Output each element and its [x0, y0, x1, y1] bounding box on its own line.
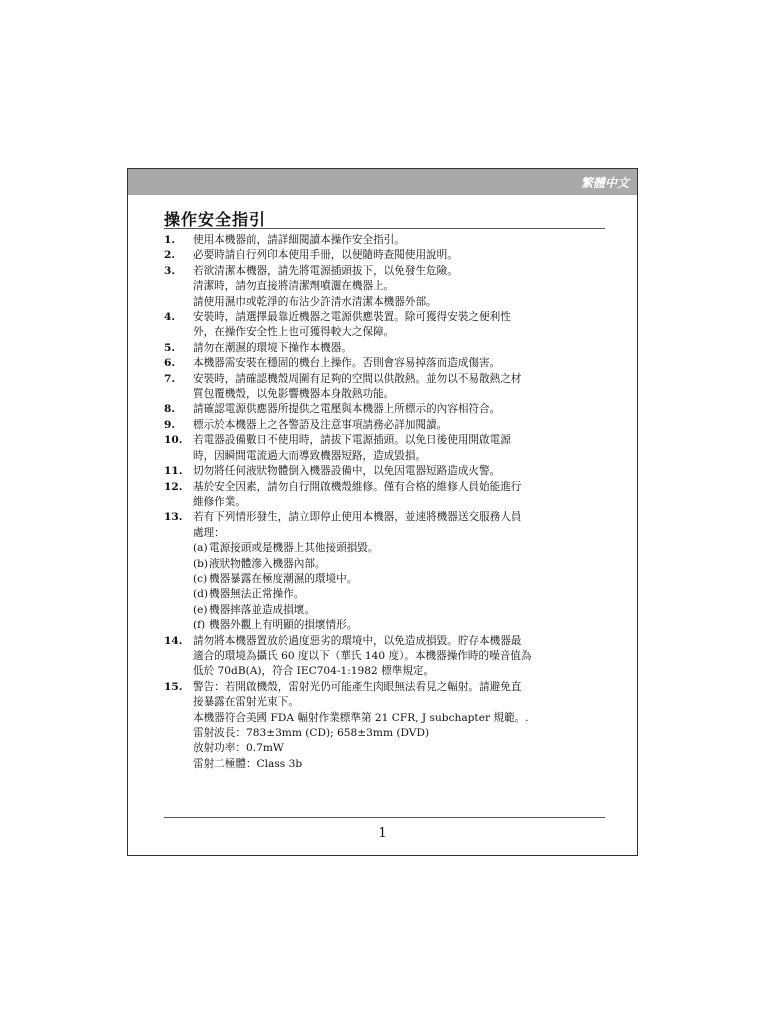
item-number: 5. [164, 341, 176, 354]
item-number: 13. [164, 511, 183, 524]
item-line: 基於安全因素，請勿自行開啟機殼維修。僅有合格的維修人員始能進行 [193, 480, 522, 493]
list-item [164, 233, 614, 248]
list-item [164, 310, 614, 341]
sub-item-text: 機器外觀上有明顯的損壞情形。 [209, 619, 358, 632]
manual-page [127, 168, 638, 856]
item-number: 8. [164, 403, 176, 416]
sub-item-label: (b) [193, 557, 209, 570]
list-item [164, 510, 614, 633]
item-number: 14. [164, 634, 183, 647]
item-text [193, 264, 614, 310]
sub-item-label: (f) [193, 619, 206, 632]
item-text [193, 233, 614, 248]
item-number: 1. [164, 234, 176, 246]
item-line: 安裝時，請確認機殼周圍有足夠的空間以供散熱。並勿以不易散熱之材 [193, 372, 522, 385]
item-line: 若有下列情形發生，請立即停止使用本機器，並速將機器送交服務人員 [193, 511, 522, 524]
item-text [193, 464, 614, 479]
list-item [164, 341, 614, 356]
item-text [193, 356, 614, 371]
item-line: 請確認電源供應器所提供之電壓與本機器上所標示的內容相符合。 [193, 403, 501, 416]
item-line: 清潔時，請勿直接將清潔劑噴灑在機器上。 [193, 280, 395, 293]
list-item [164, 634, 614, 680]
item-line: 適合的環境為攝氏 60 度以下（華氏 140 度）。本機器操作時的噪音值為 [193, 649, 532, 662]
item-line: 時，因瞬間電流過大而導致機器短路，造成毀損。 [193, 449, 427, 462]
list-item [164, 248, 614, 263]
sub-item [193, 572, 614, 587]
sub-item [193, 618, 614, 633]
sub-item-label: (a) [193, 542, 208, 555]
sub-item [193, 541, 614, 556]
sub-item-text: 機器暴露在極度潮濕的環境中。 [209, 572, 358, 585]
item-line: 請勿在潮濕的環境下操作本機器。 [193, 341, 352, 354]
item-text [193, 310, 614, 341]
sub-item-text: 電源接頭或是機器上其他接頭損毀。 [209, 542, 379, 555]
item-number: 11. [164, 465, 183, 478]
item-number: 6. [164, 357, 176, 370]
sub-item [193, 587, 614, 602]
item-line: 若電器設備數日不使用時，請拔下電源插頭。以免日後使用開啟電源 [193, 434, 511, 447]
item-line: 維修作業。 [193, 495, 246, 508]
list-item [164, 356, 614, 371]
list-item [164, 372, 614, 403]
item-line: 使用本機器前，請詳細閱讀本操作安全指引。 [193, 234, 405, 246]
item-number: 3. [164, 264, 176, 277]
item-text [193, 341, 614, 356]
item-line: 質包覆機殼，以免影響機器本身散熱功能。 [193, 388, 395, 401]
item-line: 請使用濕巾或乾淨的布沾少許清水清潔本機器外部。 [193, 295, 437, 308]
item-line: 雷射二極體：Class 3b [193, 757, 303, 770]
page-number: 1 [378, 826, 387, 841]
item-text [193, 372, 614, 403]
list-item [164, 264, 614, 310]
item-line: 雷射波長：783±3mm (CD); 658±3mm (DVD) [193, 727, 430, 739]
header-bar [128, 169, 637, 195]
safety-instructions-list [164, 233, 614, 772]
item-line: 外，在操作安全性上也可獲得較大之保障。 [193, 326, 395, 339]
item-text [193, 433, 614, 464]
item-line: 若欲清潔本機器，請先將電源插頭拔下，以免發生危險。 [193, 264, 458, 277]
page-title: 操作安全指引 [164, 210, 267, 229]
list-item [164, 680, 614, 772]
item-number: 9. [164, 418, 176, 431]
sub-item-label: (e) [193, 603, 208, 616]
item-text [193, 418, 614, 433]
item-line: 切勿將任何液狀物體倒入機器設備中，以免因電器短路造成火警。 [193, 465, 501, 478]
item-line: 本機器符合美國 FDA 輻射作業標準第 21 CFR, J subchapter 規範。. [193, 711, 529, 724]
footer-divider [164, 817, 605, 818]
item-line: 接暴露在雷射光束下。 [193, 696, 299, 709]
sub-item-text: 機器摔落並造成損壞。 [209, 603, 315, 616]
item-text [193, 402, 614, 417]
sub-item-text: 液狀物體滲入機器內部。 [209, 557, 326, 570]
item-line: 低於 70dB(A)，符合 IEC704-1:1982 標準規定。 [193, 665, 435, 678]
item-text [193, 510, 614, 633]
item-line: 安裝時，請選擇最靠近機器之電源供應裝置。除可獲得安裝之便利性 [193, 311, 511, 324]
list-item [164, 433, 614, 464]
item-text [193, 680, 614, 772]
sub-item [193, 603, 614, 618]
list-item [164, 402, 614, 417]
item-line: 標示於本機器上之各警語及注意事項請務必詳加閱讀。 [193, 418, 448, 431]
sub-item-label: (c) [193, 572, 208, 585]
item-number: 7. [164, 372, 176, 385]
item-line: 本機器需安裝在穩固的機台上操作。否則會容易掉落而造成傷害。 [193, 357, 501, 370]
item-line: 必要時請自行列印本使用手冊，以便隨時查閱使用說明。 [193, 249, 458, 262]
item-number: 2. [164, 249, 176, 262]
sub-item [193, 557, 614, 572]
sub-item-label: (d) [193, 588, 209, 601]
item-text [193, 480, 614, 511]
item-line: 放射功率：0.7mW [193, 742, 284, 755]
list-item [164, 480, 614, 511]
item-number: 15. [164, 680, 183, 693]
item-text [193, 634, 614, 680]
item-number: 4. [164, 311, 176, 324]
sub-item-text: 機器無法正常操作。 [209, 588, 305, 601]
title-divider [164, 228, 605, 229]
item-line: 請勿將本機器置放於過度惡劣的環境中，以免造成損毀。貯存本機器最 [193, 634, 522, 647]
language-label: 繁體中文 [580, 176, 629, 190]
item-number: 10. [164, 434, 183, 447]
item-line: 警告：若開啟機殼，雷射光仍可能產生肉眼無法看見之輻射。請避免直 [193, 680, 522, 693]
item-line: 處理： [193, 526, 225, 539]
item-number: 12. [164, 480, 183, 493]
list-item [164, 418, 614, 433]
item-text [193, 248, 614, 263]
list-item [164, 464, 614, 479]
